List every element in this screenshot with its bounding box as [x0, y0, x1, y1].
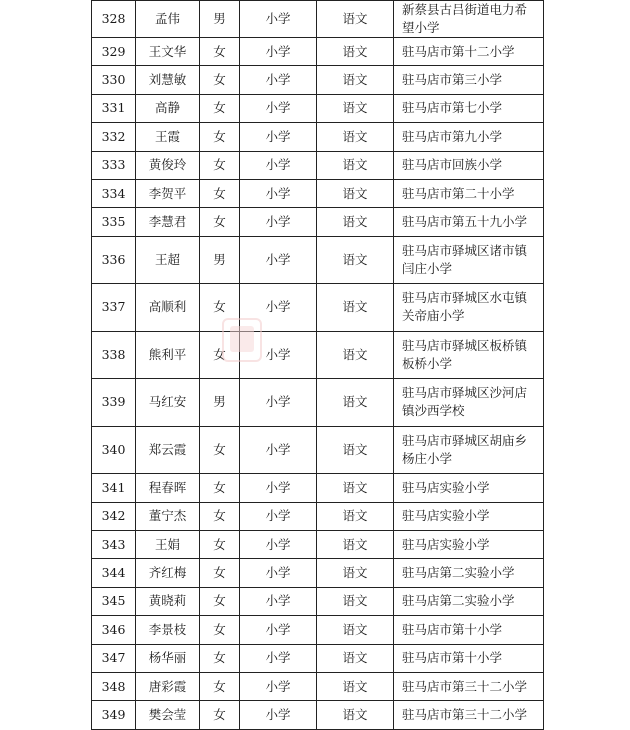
cell-number: 338 [92, 331, 136, 379]
cell-subject: 语文 [317, 38, 394, 66]
cell-school: 驻马店市驿城区板桥镇板桥小学 [394, 331, 544, 379]
cell-gender: 女 [200, 38, 240, 66]
cell-number: 341 [92, 474, 136, 502]
cell-school: 驻马店市第三小学 [394, 66, 544, 94]
table-row [92, 208, 544, 236]
table-row [92, 123, 544, 151]
cell-level: 小学 [240, 38, 317, 66]
cell-name: 孟伟 [136, 1, 200, 38]
cell-school: 驻马店市回族小学 [394, 151, 544, 179]
cell-level: 小学 [240, 123, 317, 151]
table-row [92, 379, 544, 427]
cell-gender: 女 [200, 94, 240, 122]
cell-name: 刘慧敏 [136, 66, 200, 94]
cell-gender: 女 [200, 644, 240, 672]
cell-level: 小学 [240, 236, 317, 284]
cell-name: 李贺平 [136, 179, 200, 207]
table-row [92, 502, 544, 530]
cell-name: 董宁杰 [136, 502, 200, 530]
table-row [92, 331, 544, 379]
cell-level: 小学 [240, 331, 317, 379]
cell-subject: 语文 [317, 123, 394, 151]
cell-name: 杨华丽 [136, 644, 200, 672]
cell-level: 小学 [240, 474, 317, 502]
cell-subject: 语文 [317, 151, 394, 179]
cell-subject: 语文 [317, 587, 394, 615]
cell-school: 驻马店市第三十二小学 [394, 672, 544, 700]
cell-subject: 语文 [317, 379, 394, 427]
cell-number: 337 [92, 284, 136, 332]
cell-school: 驻马店市第十二小学 [394, 38, 544, 66]
cell-name: 熊利平 [136, 331, 200, 379]
cell-name: 唐彩霞 [136, 672, 200, 700]
cell-name: 王超 [136, 236, 200, 284]
cell-name: 齐红梅 [136, 559, 200, 587]
cell-number: 332 [92, 123, 136, 151]
cell-number: 333 [92, 151, 136, 179]
table-row [92, 559, 544, 587]
cell-level: 小学 [240, 559, 317, 587]
cell-number: 336 [92, 236, 136, 284]
table-row [92, 672, 544, 700]
cell-school: 驻马店市第十小学 [394, 644, 544, 672]
table-row [92, 94, 544, 122]
cell-level: 小学 [240, 644, 317, 672]
cell-subject: 语文 [317, 208, 394, 236]
cell-school: 驻马店第二实验小学 [394, 587, 544, 615]
cell-gender: 女 [200, 531, 240, 559]
cell-school: 驻马店实验小学 [394, 531, 544, 559]
cell-school: 驻马店市第三十二小学 [394, 701, 544, 729]
cell-gender: 女 [200, 331, 240, 379]
cell-level: 小学 [240, 502, 317, 530]
cell-level: 小学 [240, 179, 317, 207]
cell-number: 347 [92, 644, 136, 672]
cell-gender: 女 [200, 151, 240, 179]
cell-name: 李慧君 [136, 208, 200, 236]
cell-level: 小学 [240, 616, 317, 644]
table-row [92, 616, 544, 644]
cell-gender: 女 [200, 426, 240, 474]
cell-school: 驻马店市驿城区胡庙乡杨庄小学 [394, 426, 544, 474]
cell-subject: 语文 [317, 236, 394, 284]
cell-level: 小学 [240, 426, 317, 474]
cell-school: 驻马店实验小学 [394, 502, 544, 530]
cell-subject: 语文 [317, 66, 394, 94]
watermark-logo [222, 318, 262, 362]
cell-school: 驻马店市第七小学 [394, 94, 544, 122]
cell-gender: 男 [200, 236, 240, 284]
cell-subject: 语文 [317, 284, 394, 332]
cell-school: 驻马店市第十小学 [394, 616, 544, 644]
cell-subject: 语文 [317, 1, 394, 38]
cell-subject: 语文 [317, 644, 394, 672]
cell-gender: 女 [200, 502, 240, 530]
cell-level: 小学 [240, 208, 317, 236]
cell-school: 新蔡县古吕街道电力希望小学 [394, 1, 544, 38]
cell-school: 驻马店市第五十九小学 [394, 208, 544, 236]
cell-gender: 女 [200, 587, 240, 615]
table-row [92, 284, 544, 332]
cell-gender: 女 [200, 474, 240, 502]
cell-gender: 女 [200, 284, 240, 332]
table-row [92, 474, 544, 502]
table-row [92, 426, 544, 474]
cell-level: 小学 [240, 284, 317, 332]
table-row [92, 38, 544, 66]
cell-gender: 男 [200, 379, 240, 427]
cell-name: 樊会莹 [136, 701, 200, 729]
cell-level: 小学 [240, 94, 317, 122]
cell-school: 驻马店市第九小学 [394, 123, 544, 151]
cell-name: 王娟 [136, 531, 200, 559]
cell-number: 328 [92, 1, 136, 38]
cell-level: 小学 [240, 701, 317, 729]
cell-name: 马红安 [136, 379, 200, 427]
table-row [92, 587, 544, 615]
table-row [92, 531, 544, 559]
cell-school: 驻马店市驿城区诸市镇闫庄小学 [394, 236, 544, 284]
cell-number: 348 [92, 672, 136, 700]
cell-level: 小学 [240, 66, 317, 94]
cell-subject: 语文 [317, 94, 394, 122]
cell-number: 335 [92, 208, 136, 236]
cell-school: 驻马店市第二十小学 [394, 179, 544, 207]
cell-subject: 语文 [317, 179, 394, 207]
cell-level: 小学 [240, 151, 317, 179]
cell-gender: 女 [200, 701, 240, 729]
cell-gender: 女 [200, 672, 240, 700]
cell-level: 小学 [240, 587, 317, 615]
table-row [92, 66, 544, 94]
cell-number: 342 [92, 502, 136, 530]
cell-name: 高顺利 [136, 284, 200, 332]
cell-school: 驻马店实验小学 [394, 474, 544, 502]
cell-gender: 女 [200, 66, 240, 94]
cell-subject: 语文 [317, 531, 394, 559]
cell-number: 330 [92, 66, 136, 94]
cell-school: 驻马店第二实验小学 [394, 559, 544, 587]
table-row [92, 236, 544, 284]
table-row [92, 701, 544, 729]
cell-gender: 女 [200, 616, 240, 644]
cell-level: 小学 [240, 672, 317, 700]
cell-name: 王文华 [136, 38, 200, 66]
cell-subject: 语文 [317, 672, 394, 700]
cell-gender: 女 [200, 123, 240, 151]
cell-number: 340 [92, 426, 136, 474]
table-row [92, 644, 544, 672]
cell-level: 小学 [240, 379, 317, 427]
cell-name: 程春晖 [136, 474, 200, 502]
cell-number: 331 [92, 94, 136, 122]
cell-name: 黄晓莉 [136, 587, 200, 615]
cell-number: 334 [92, 179, 136, 207]
cell-gender: 女 [200, 559, 240, 587]
cell-school: 驻马店市驿城区沙河店镇沙西学校 [394, 379, 544, 427]
cell-name: 王霞 [136, 123, 200, 151]
cell-name: 李景枝 [136, 616, 200, 644]
cell-school: 驻马店市驿城区水屯镇关帝庙小学 [394, 284, 544, 332]
table-row [92, 179, 544, 207]
cell-subject: 语文 [317, 616, 394, 644]
cell-level: 小学 [240, 531, 317, 559]
roster-table [91, 0, 544, 730]
cell-number: 339 [92, 379, 136, 427]
cell-level: 小学 [240, 1, 317, 38]
cell-subject: 语文 [317, 559, 394, 587]
cell-name: 黄俊玲 [136, 151, 200, 179]
table-row [92, 1, 544, 38]
cell-subject: 语文 [317, 701, 394, 729]
cell-number: 343 [92, 531, 136, 559]
cell-number: 344 [92, 559, 136, 587]
cell-subject: 语文 [317, 426, 394, 474]
roster-table-body [92, 1, 544, 730]
cell-subject: 语文 [317, 331, 394, 379]
cell-gender: 女 [200, 179, 240, 207]
cell-number: 345 [92, 587, 136, 615]
cell-subject: 语文 [317, 502, 394, 530]
cell-name: 高静 [136, 94, 200, 122]
cell-number: 346 [92, 616, 136, 644]
cell-subject: 语文 [317, 474, 394, 502]
cell-number: 349 [92, 701, 136, 729]
cell-gender: 女 [200, 208, 240, 236]
cell-number: 329 [92, 38, 136, 66]
cell-gender: 男 [200, 1, 240, 38]
table-row [92, 151, 544, 179]
cell-name: 郑云霞 [136, 426, 200, 474]
